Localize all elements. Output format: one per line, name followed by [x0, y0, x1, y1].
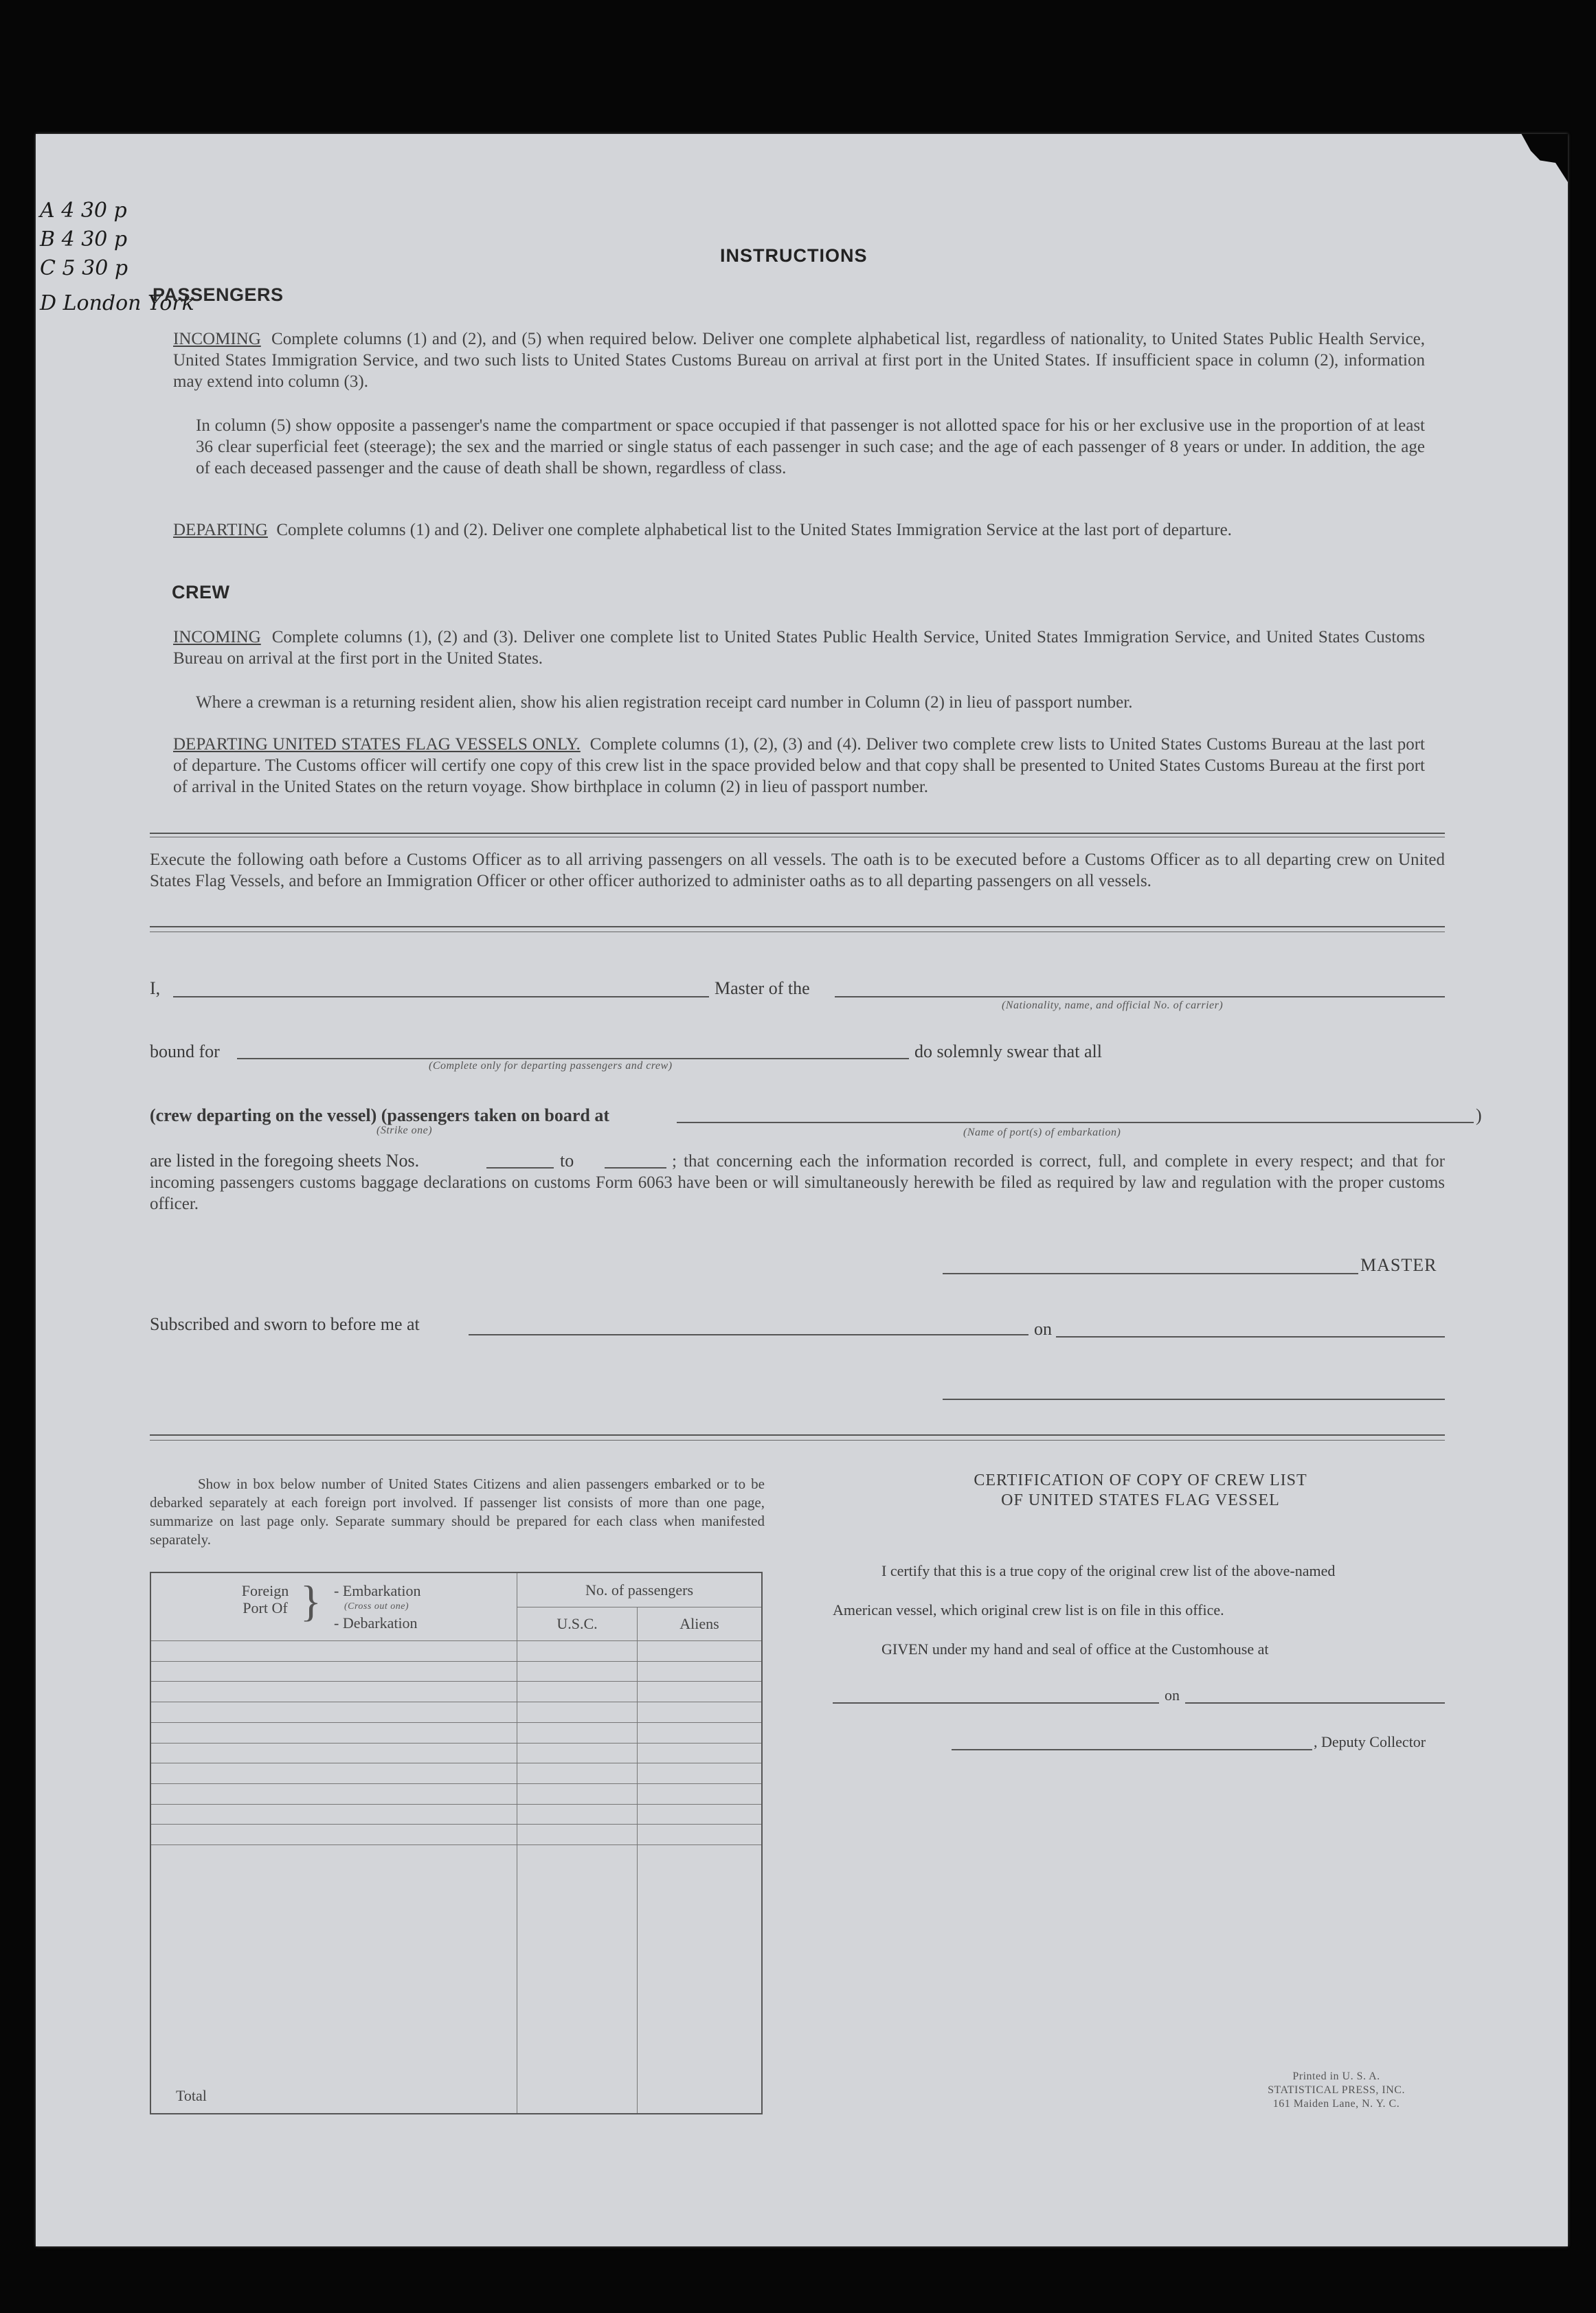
certification-heading	[831, 1471, 1450, 1511]
table-row	[150, 1682, 762, 1702]
embarkation-label: - Embarkation	[334, 1582, 421, 1599]
master-of-label: Master of the	[715, 978, 810, 998]
port-cell[interactable]	[150, 1784, 517, 1805]
officer-signature-field[interactable]	[943, 1399, 1445, 1400]
printer-line3: 161 Maiden Lane, N. Y. C.	[1272, 2098, 1400, 2110]
certification-heading-line2: OF UNITED STATES FLAG VESSEL	[1001, 1491, 1280, 1509]
listed-text: ; that concerning each the information recorded is correct, full, and complete in every respect; and that for incoming passengers customs baggage declarations on customs Form 6063 have been or will simultaneously herewith be filed as required by law and regulation with the proper customs officer.	[150, 1152, 1445, 1213]
cert-date-field[interactable]	[1185, 1702, 1445, 1704]
crew-departing-text: (crew departing on the vessel) (passengers taken on board at	[150, 1105, 609, 1125]
port-cell[interactable]	[150, 1825, 517, 1845]
passengers-column5-text: In column (5) show opposite a passenger's name the compartment or space occupied if that passenger is not allotted space for his or her exclusive use in the proportion of at least 36 clear superficial feet (steerage); the sex and the married or single status of each passenger in such case; and the age of each passenger of 8 years or under. In addition, the age of each deceased passenger and the cause of death shall be shown, regardless of class.	[196, 416, 1425, 477]
port-cell[interactable]	[150, 1743, 517, 1763]
crew-departing-label: DEPARTING UNITED STATES FLAG VESSELS ONLY.	[173, 735, 581, 754]
port-header-cell	[150, 1572, 517, 1641]
divider	[150, 833, 1445, 834]
passengers-departing-label: DEPARTING	[173, 521, 268, 539]
usc-cell[interactable]	[517, 1722, 638, 1743]
crew-incoming-text: Complete columns (1), (2) and (3). Deliver one complete list to United States Public Health Service, United States Immigration Service, and United States Customs Bureau on arrival at the first port in the United States.	[173, 628, 1426, 668]
port-cell[interactable]	[150, 1682, 517, 1702]
no-passengers-header: No. of passengers	[517, 1572, 763, 1607]
given-text: GIVEN under my hand and seal of office at the Customhouse at	[881, 1640, 1269, 1658]
table-row	[150, 1804, 762, 1825]
passengers-heading: PASSENGERS	[153, 284, 284, 305]
port-cell[interactable]	[150, 1763, 517, 1784]
aliens-cell[interactable]	[638, 1825, 763, 1845]
table-row	[150, 1763, 762, 1784]
certification-heading-line1: CERTIFICATION OF COPY OF CREW LIST	[974, 1471, 1307, 1489]
crew-heading: CREW	[172, 582, 230, 602]
crew-departing-paragraph	[173, 734, 1425, 798]
passenger-summary-table	[150, 1572, 763, 2114]
master-name-field[interactable]	[173, 996, 709, 997]
master-signature-field[interactable]	[943, 1273, 1358, 1274]
total-row	[150, 1845, 762, 2114]
torn-corner	[1506, 134, 1568, 182]
crew-departing-text: Complete columns (1), (2), (3) and (4). Deliver two complete crew lists to United States Customs Bureau at the last port of departure. The Customs officer will certify one copy of this crew list in the space provided below and that copy shall be presented to United States Customs Bureau at the first port of arrival in the United States on the return voyage. Show birthplace in column (2) in lieu of passport number.	[173, 735, 1425, 796]
aliens-cell[interactable]	[638, 1661, 763, 1682]
handwritten-note-a: A 4 30 p	[40, 199, 127, 223]
crew-departing-choice	[150, 1105, 609, 1126]
bound-for-field[interactable]	[237, 1058, 909, 1059]
printer-imprint	[1216, 2070, 1457, 2111]
bound-for-caption: (Complete only for departing passengers and crew)	[429, 1060, 673, 1072]
usc-cell[interactable]	[517, 1743, 638, 1763]
divider	[150, 1440, 1445, 1441]
brace-icon: }	[300, 1577, 322, 1625]
usc-cell[interactable]	[517, 1661, 638, 1682]
embarkation-port-field[interactable]	[677, 1122, 1474, 1123]
port-cell[interactable]	[150, 1804, 517, 1825]
closing-paren: )	[1476, 1105, 1482, 1125]
crew-incoming-label: INCOMING	[173, 628, 261, 646]
swear-label: do solemnly swear that all	[914, 1041, 1102, 1061]
passengers-departing-paragraph	[173, 519, 1425, 541]
aliens-cell[interactable]	[638, 1722, 763, 1743]
printer-line2: STATISTICAL PRESS, INC.	[1268, 2084, 1405, 2096]
sworn-date-field[interactable]	[1056, 1336, 1445, 1338]
usc-header: U.S.C.	[517, 1607, 638, 1641]
port-cell[interactable]	[150, 1641, 517, 1662]
printer-line1: Printed in U. S. A.	[1292, 2071, 1380, 2082]
certify-line2: American vessel, which original crew list is on file in this office.	[833, 1601, 1224, 1618]
usc-cell[interactable]	[517, 1825, 638, 1845]
table-row	[150, 1743, 762, 1763]
usc-cell[interactable]	[517, 1763, 638, 1784]
subscribed-label: Subscribed and sworn to before me at	[150, 1314, 420, 1334]
certify-line1: I certify that this is a true copy of the original crew list of the above-named	[881, 1562, 1336, 1579]
deputy-label: , Deputy Collector	[1314, 1733, 1426, 1750]
handwritten-note-d: D London York	[40, 291, 194, 315]
table-row	[150, 1702, 762, 1723]
crew-incoming-paragraph	[173, 627, 1425, 669]
passengers-incoming-label: INCOMING	[173, 330, 261, 348]
carrier-field[interactable]	[835, 996, 1445, 997]
handwritten-note-c: C 5 30 p	[40, 256, 128, 280]
port-cell[interactable]	[150, 1661, 517, 1682]
cross-out-caption: (Cross out one)	[344, 1601, 409, 1612]
aliens-cell[interactable]	[638, 1784, 763, 1805]
listed-to: to	[560, 1151, 574, 1171]
table-row	[150, 1722, 762, 1743]
aliens-cell[interactable]	[638, 1641, 763, 1662]
debarkation-label: - Debarkation	[334, 1614, 418, 1632]
usc-cell[interactable]	[517, 1784, 638, 1805]
passengers-departing-text: Complete columns (1) and (2). Deliver one complete alphabetical list to the United States Immigration Service at the last port of departure.	[276, 521, 1232, 539]
crew-resident-text: Where a crewman is a returning resident alien, show his alien registration receipt card number in Column (2) in lieu of passport number.	[196, 693, 1133, 712]
listed-prefix: are listed in the foregoing sheets Nos.	[150, 1151, 420, 1171]
table-row	[150, 1641, 762, 1662]
master-label: MASTER	[1360, 1255, 1437, 1275]
usc-cell[interactable]	[517, 1641, 638, 1662]
divider	[150, 1434, 1445, 1436]
oath-intro: Execute the following oath before a Customs Officer as to all arriving passengers on all vessels. The oath is to be executed before a Customs Officer as to all departing crew on United States Flag Vessels, and before an Immigration Officer or other officer authorized to administer oaths as to all departing passengers on all vessels.	[150, 850, 1445, 890]
foreign-port-label: Foreign Port Of	[241, 1582, 289, 1616]
bound-for-label: bound for	[150, 1041, 220, 1061]
summary-instructions: Show in box below number of United States Citizens and alien passengers embarked or to be debarked separately at each foreign port involved. If passenger list consists of more than one page, summarize on last page only. Separate summary should be prepared for each class when manifested separately.	[150, 1476, 765, 1548]
total-aliens-cell[interactable]	[638, 1845, 763, 2114]
table-row	[150, 1661, 762, 1682]
passengers-incoming-text: Complete columns (1) and (2), and (5) when required below. Deliver one complete alphabetical list, regardless of nationality, to United States Public Health Service, United States Immigration Service, and two such lists to United States Customs Bureau on arrival at first port in the United States. If insufficient space in column (2), information may extend into column (3).	[173, 330, 1426, 391]
page-title: INSTRUCTIONS	[720, 245, 868, 266]
usc-cell[interactable]	[517, 1702, 638, 1723]
usc-cell[interactable]	[517, 1804, 638, 1825]
port-caption: (Name of port(s) of embarkation)	[963, 1127, 1121, 1138]
port-cell[interactable]	[150, 1702, 517, 1723]
customhouse-field[interactable]	[833, 1702, 1159, 1704]
usc-cell[interactable]	[517, 1682, 638, 1702]
carrier-caption: (Nationality, name, and official No. of carrier)	[1002, 1000, 1224, 1011]
handwritten-note-b: B 4 30 p	[40, 227, 128, 251]
divider	[150, 926, 1445, 927]
strike-one-caption: (Strike one)	[376, 1125, 433, 1136]
aliens-cell[interactable]	[638, 1804, 763, 1825]
table-row	[150, 1784, 762, 1805]
total-usc-cell[interactable]	[517, 1845, 638, 2114]
deputy-signature-field[interactable]	[952, 1749, 1312, 1750]
port-cell[interactable]	[150, 1722, 517, 1743]
table-row	[150, 1825, 762, 1845]
sworn-on-label: on	[1034, 1319, 1052, 1339]
aliens-cell[interactable]	[638, 1743, 763, 1763]
cert-on-label: on	[1165, 1686, 1180, 1704]
aliens-header: Aliens	[638, 1607, 763, 1641]
aliens-cell[interactable]	[638, 1702, 763, 1723]
oath-i-label: I,	[150, 978, 161, 998]
aliens-cell[interactable]	[638, 1682, 763, 1702]
total-label: Total	[150, 1845, 517, 2114]
passengers-incoming-paragraph	[173, 328, 1425, 392]
sworn-location-field[interactable]	[469, 1334, 1029, 1335]
aliens-cell[interactable]	[638, 1763, 763, 1784]
